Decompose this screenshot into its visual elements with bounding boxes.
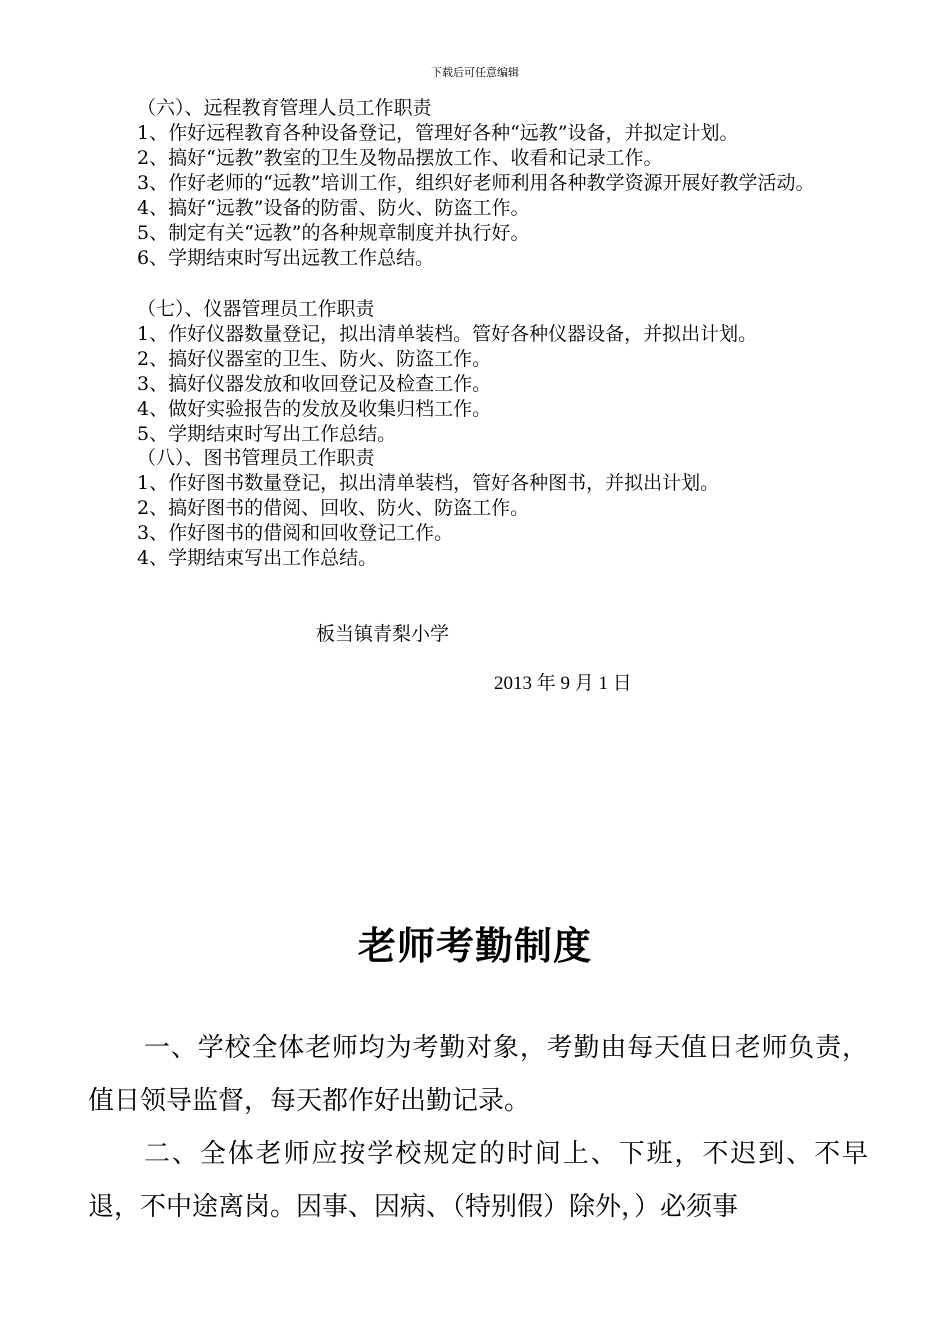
document-date: 2013 年 9 月 1 日 [494,673,632,694]
paragraph: 二、全体老师应按学校规定的时间上、下班，不迟到、不早退，不中途离岗。因事、因病、（特别假）除外，）必须事 [88,1139,868,1222]
list-item: 5、学期结束时写出工作总结。 [137,423,397,445]
section-heading: （六）、远程教育管理人员工作职责 [137,97,432,119]
list-item: 4、搞好“远教”设备的防雷、防火、防盗工作。 [137,197,530,219]
list-item: 2、搞好图书的借阅、回收、防火、防盗工作。 [137,497,530,519]
list-item: 4、做好实验报告的发放及收集归档工作。 [137,398,492,420]
section-heading: （八）、图书管理员工作职责 [137,447,375,469]
list-item: 3、作好图书的借阅和回收登记工作。 [137,522,454,544]
paragraph: 一、学校全体老师均为考勤对象，考勤由每天值日老师负责，值日领导监督，每天都作好出勤记录。 [88,1033,868,1116]
list-item: 1、作好图书数量登记，拟出清单装档，管好各种图书，并拟出计划。 [137,472,720,494]
list-item: 5、制定有关“远教”的各种规章制度并执行好。 [137,222,530,244]
list-item: 3、作好老师的“远教”培训工作，组织好老师利用各种教学资源开展好教学活动。 [137,172,815,194]
section-remote-education [88,96,868,271]
list-item: 1、作好仪器数量登记，拟出清单装档。管好各种仪器设备，并拟出计划。 [137,323,758,345]
list-item: 1、作好远程教育各种设备登记，管理好各种“远教”设备，并拟定计划。 [137,122,739,144]
section-heading: （七）、仪器管理员工作职责 [137,298,375,320]
document-title: 老师考勤制度 [357,924,592,968]
section-instrument-manager [88,297,868,447]
section-librarian [88,446,868,571]
list-item: 2、搞好“远教”教室的卫生及物品摆放工作、收看和记录工作。 [137,147,663,169]
list-item: 3、搞好仪器发放和收回登记及检查工作。 [137,373,492,395]
list-item: 6、学期结束时写出远教工作总结。 [137,247,435,269]
list-item: 4、学期结束写出工作总结。 [137,547,378,569]
page-header-note: 下载后可任意编辑 [431,66,519,79]
attendance-rules-body [88,1022,868,1234]
school-signature: 板当镇青梨小学 [316,623,450,645]
list-item: 2、搞好仪器室的卫生、防火、防盗工作。 [137,348,492,370]
